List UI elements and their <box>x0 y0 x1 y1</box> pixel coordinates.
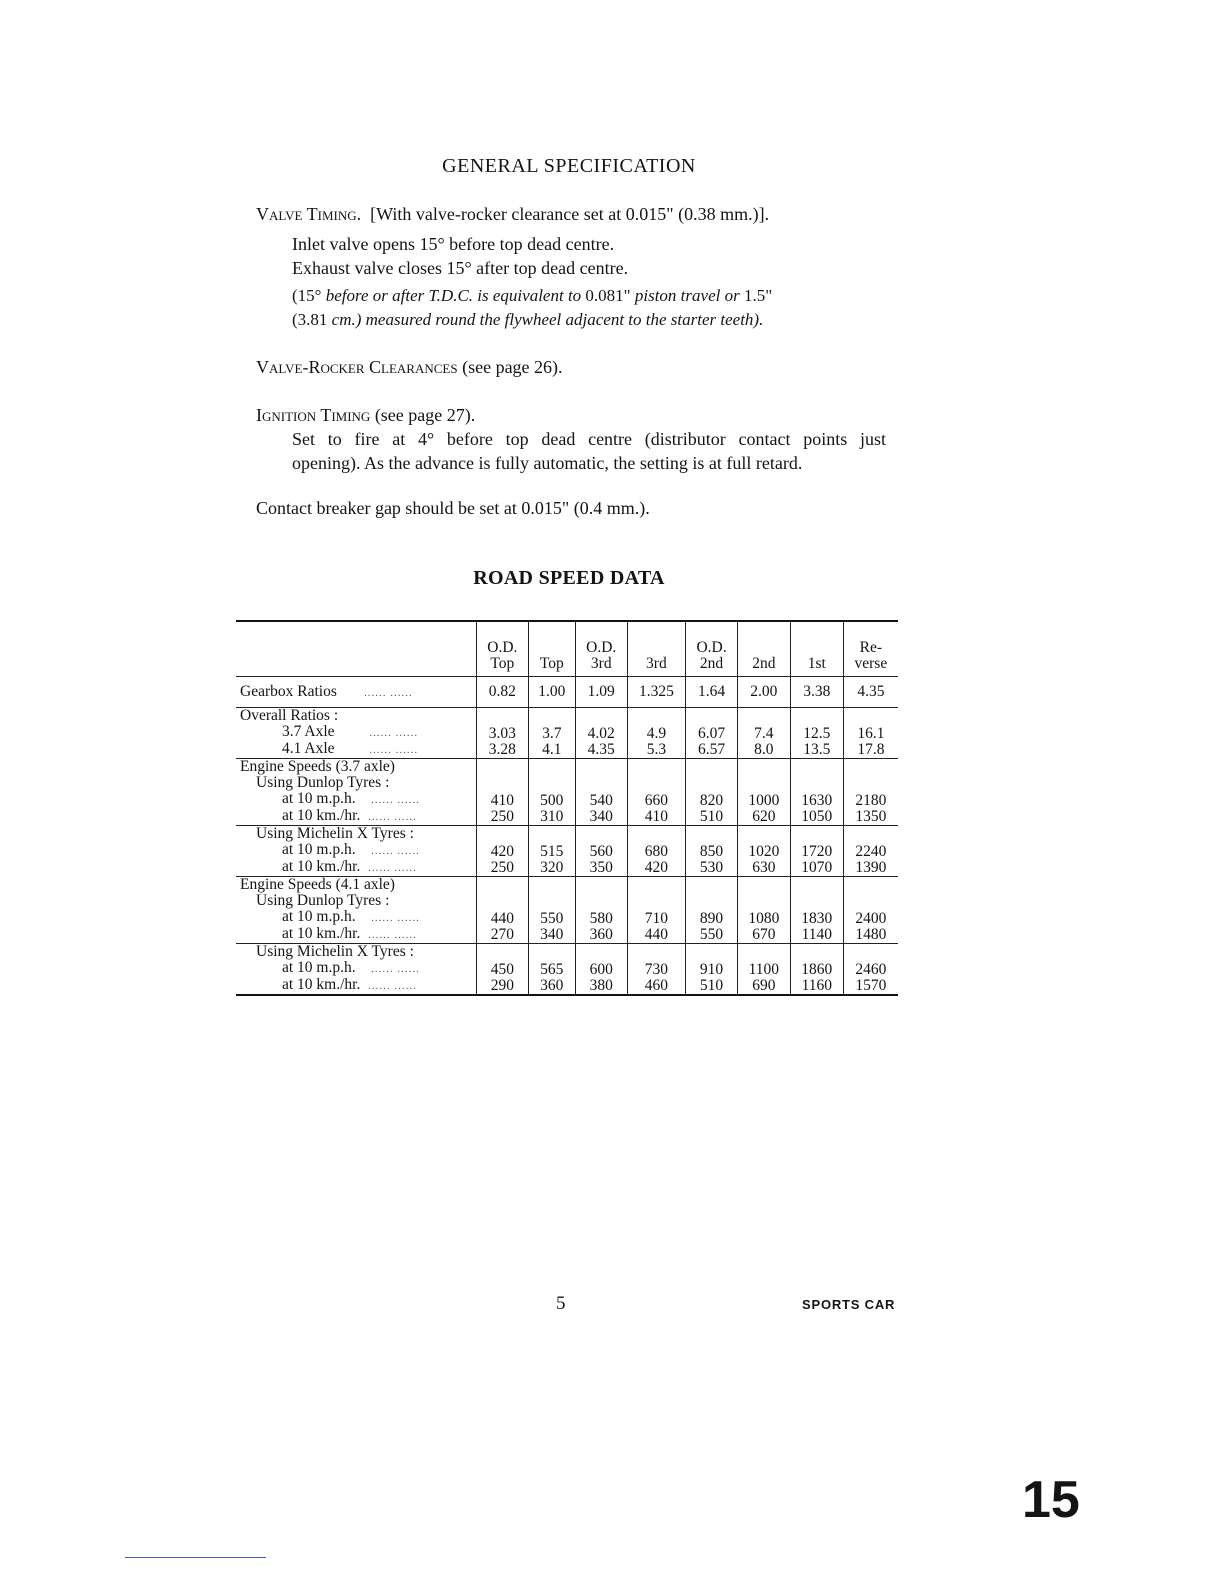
row-label <box>236 759 477 826</box>
table-cell: 1.00 <box>528 677 575 708</box>
table-cell <box>627 877 686 944</box>
value: 350 <box>589 859 613 876</box>
value: 530 <box>699 859 724 876</box>
table-cell <box>843 826 898 877</box>
mph-label: at 10 m.p.h. <box>282 959 356 976</box>
header-line: 2nd <box>699 655 724 672</box>
value: 1570 <box>855 977 887 994</box>
header-line: Top <box>539 655 564 672</box>
axle-label: 3.7 Axle <box>282 723 335 740</box>
table-cell <box>477 708 529 759</box>
value: 1050 <box>801 808 833 825</box>
value: 340 <box>589 808 613 825</box>
table-cell <box>477 826 529 877</box>
valve-timing-section <box>256 202 886 332</box>
contact-breaker-text: Contact breaker gap should be set at 0.015" (0.4 mm.). <box>256 498 650 518</box>
value: 550 <box>699 926 724 943</box>
table-cell <box>790 759 843 826</box>
header-line: 3rd <box>590 655 612 672</box>
road-speed-title: ROAD SPEED DATA <box>473 567 665 589</box>
table-cell <box>843 759 898 826</box>
value: 1350 <box>855 808 887 825</box>
valve-timing-note-line-1 <box>256 284 886 308</box>
value: 1100 <box>748 961 780 978</box>
value: 360 <box>540 977 564 994</box>
valve-timing-line <box>256 202 886 226</box>
value: 1140 <box>801 926 832 943</box>
ignition-text-2: opening). As the advance is fully automatic, the setting is at full retard. <box>292 453 803 473</box>
table-cell <box>477 944 529 996</box>
ignition-label: Ignition Timing <box>256 405 371 425</box>
table-cell <box>790 826 843 877</box>
header-cell <box>737 621 790 677</box>
table-cell: 1.64 <box>686 677 738 708</box>
value: 565 <box>540 961 564 978</box>
note-part: 0.081" <box>585 286 631 305</box>
valve-timing-bracket: [With valve-rocker clearance set at 0.015" (0.38 mm.)]. <box>370 204 770 224</box>
table-cell <box>686 759 738 826</box>
leader-dots: ...... ...... <box>371 912 420 924</box>
table-cell <box>737 708 790 759</box>
table-cell <box>528 944 575 996</box>
table-cell: 0.82 <box>477 677 529 708</box>
value: 290 <box>490 977 514 994</box>
table-cell <box>627 759 686 826</box>
tyre-label: Using Dunlop Tyres : <box>256 774 390 791</box>
value: 890 <box>699 910 724 927</box>
table-cell <box>627 944 686 996</box>
value: 1630 <box>801 792 833 809</box>
value: 1020 <box>748 843 780 860</box>
engine-speed-label: Engine Speeds (4.1 axle) <box>240 876 395 893</box>
leader-dots: ...... ...... <box>368 811 417 823</box>
value: 1830 <box>801 910 833 927</box>
header-line: Top <box>490 655 515 672</box>
header-cell <box>686 621 738 677</box>
ignition-text-1: Set to fire at 4° before top dead centre (distributor contact points just <box>292 429 886 449</box>
header-cell <box>575 621 627 677</box>
value: 3.03 <box>488 725 516 742</box>
value: 670 <box>752 926 776 943</box>
note-part: 1.5" <box>743 286 773 305</box>
table-cell <box>737 944 790 996</box>
table-cell <box>686 877 738 944</box>
note-part: (3.81 <box>292 310 328 329</box>
mph-label: at 10 m.p.h. <box>282 790 356 807</box>
value: 540 <box>589 792 613 809</box>
value: 310 <box>540 808 564 825</box>
table-cell <box>843 877 898 944</box>
table-cell <box>575 759 627 826</box>
value: 340 <box>540 926 564 943</box>
mph-label: at 10 m.p.h. <box>282 841 356 858</box>
value: 410 <box>490 792 514 809</box>
header-line: O.D. <box>586 639 617 656</box>
table-cell <box>737 826 790 877</box>
value: 6.07 <box>697 725 726 742</box>
value: 3.7 <box>542 725 562 742</box>
value: 420 <box>490 843 514 860</box>
valve-rocker-section <box>256 355 886 379</box>
value: 730 <box>644 961 669 978</box>
note-part: cm.) measured round the flywheel adjacent to the starter teeth). <box>331 310 764 329</box>
valve-timing-label: Valve Timing. <box>256 204 362 224</box>
tyre-label: Using Dunlop Tyres : <box>256 892 390 909</box>
leader-dots: ...... ...... <box>371 845 420 857</box>
value: 910 <box>699 961 724 978</box>
table-cell: 2.00 <box>737 677 790 708</box>
table-row <box>236 677 898 708</box>
gearbox-label: Gearbox Ratios <box>240 682 337 700</box>
value: 510 <box>699 808 724 825</box>
value: 320 <box>540 859 564 876</box>
table-cell <box>528 877 575 944</box>
value: 13.5 <box>803 741 831 758</box>
value: 1080 <box>748 910 780 927</box>
table-row <box>236 708 898 759</box>
note-part: (15° <box>292 286 322 305</box>
mph-label: at 10 m.p.h. <box>282 908 356 925</box>
table-cell: 1.325 <box>627 677 686 708</box>
page-number: 5 <box>556 1293 566 1314</box>
table-cell <box>575 708 627 759</box>
value: 3.28 <box>488 741 516 758</box>
row-label <box>236 944 477 996</box>
value: 270 <box>490 926 514 943</box>
value: 410 <box>644 808 669 825</box>
row-label <box>236 677 477 708</box>
value: 250 <box>490 859 514 876</box>
value: 460 <box>644 977 669 994</box>
valve-timing-note-line-2 <box>256 308 886 332</box>
table-cell <box>575 877 627 944</box>
table-row <box>236 759 898 826</box>
table-cell <box>686 708 738 759</box>
leader-dots: ...... ...... <box>369 727 419 739</box>
note-part: piston travel or <box>634 286 740 305</box>
sheet-number: 15 <box>1022 1471 1080 1529</box>
note-part: before or after T.D.C. is equivalent to <box>325 286 582 305</box>
value: 17.8 <box>857 741 885 758</box>
leader-dots: ...... ...... <box>368 929 417 941</box>
header-cell <box>528 621 575 677</box>
table-cell <box>686 826 738 877</box>
table-header-row <box>236 621 898 677</box>
value: 1720 <box>801 843 833 860</box>
value: 5.3 <box>646 741 667 758</box>
value: 1860 <box>801 961 833 978</box>
inlet-valve-text: Inlet valve opens 15° before top dead centre. <box>292 234 615 254</box>
value: 510 <box>699 977 724 994</box>
table-cell <box>737 877 790 944</box>
value: 560 <box>589 843 613 860</box>
ignition-ref: (see page 27). <box>374 405 476 425</box>
value: 6.57 <box>697 741 726 758</box>
value: 660 <box>644 792 669 809</box>
leader-dots: ...... ...... <box>368 862 417 874</box>
value: 1000 <box>748 792 780 809</box>
engine-speed-label: Engine Speeds (3.7 axle) <box>240 758 395 775</box>
header-line: verse <box>854 655 888 672</box>
table-cell <box>627 826 686 877</box>
value: 380 <box>589 977 613 994</box>
header-blank <box>236 621 477 677</box>
value: 710 <box>644 910 669 927</box>
table-cell <box>528 759 575 826</box>
value: 450 <box>490 961 514 978</box>
table-cell <box>528 708 575 759</box>
value: 820 <box>699 792 724 809</box>
table-cell <box>477 877 529 944</box>
value: 1480 <box>855 926 887 943</box>
value: 2180 <box>855 792 887 809</box>
table-cell <box>843 944 898 996</box>
overall-label: Overall Ratios : <box>240 707 339 724</box>
header-line: O.D. <box>487 639 518 656</box>
value: 4.02 <box>587 725 615 742</box>
exhaust-valve-text: Exhaust valve closes 15° after top dead centre. <box>292 258 629 278</box>
table-cell <box>790 708 843 759</box>
value: 440 <box>490 910 514 927</box>
value: 515 <box>540 843 564 860</box>
value: 2400 <box>855 910 887 927</box>
table-cell: 3.38 <box>790 677 843 708</box>
value: 1160 <box>801 977 832 994</box>
value: 4.9 <box>646 725 667 742</box>
value: 600 <box>589 961 613 978</box>
valve-rocker-label: Valve-Rocker Clearances <box>256 357 458 377</box>
leader-dots: ...... ...... <box>368 980 417 992</box>
value: 1390 <box>855 859 887 876</box>
kmh-label: at 10 km./hr. <box>282 807 361 824</box>
ignition-line <box>256 403 886 427</box>
leader-dots: ...... ...... <box>363 686 413 699</box>
value: 250 <box>490 808 514 825</box>
value: 2240 <box>855 843 887 860</box>
series-label: SPORTS CAR <box>802 1297 896 1312</box>
value: 580 <box>589 910 613 927</box>
header-cell <box>790 621 843 677</box>
tyre-label: Using Michelin X Tyres : <box>256 943 414 960</box>
value: 360 <box>589 926 613 943</box>
header-line: 2nd <box>752 655 776 672</box>
ignition-section <box>256 403 886 475</box>
table-cell <box>737 759 790 826</box>
tyre-label: Using Michelin X Tyres : <box>256 825 414 842</box>
value: 690 <box>752 977 776 994</box>
leader-dots: ...... ...... <box>371 963 420 975</box>
valve-rocker-ref: (see page 26). <box>462 357 563 377</box>
value: 4.1 <box>542 741 562 758</box>
header-cell <box>627 621 686 677</box>
table-cell <box>627 708 686 759</box>
axle-label: 4.1 Axle <box>282 740 335 757</box>
table-cell <box>790 944 843 996</box>
value: 12.5 <box>803 725 831 742</box>
kmh-label: at 10 km./hr. <box>282 858 361 875</box>
row-label <box>236 826 477 877</box>
value: 4.35 <box>587 741 615 758</box>
header-line: O.D. <box>696 639 727 656</box>
table-cell <box>575 944 627 996</box>
value: 620 <box>752 808 776 825</box>
kmh-label: at 10 km./hr. <box>282 925 361 942</box>
value: 1070 <box>801 859 833 876</box>
value: 16.1 <box>857 725 885 742</box>
value: 630 <box>752 859 776 876</box>
header-line: 1st <box>807 655 826 672</box>
footer-rule <box>125 1557 266 1558</box>
table-row <box>236 826 898 877</box>
value: 2460 <box>855 961 887 978</box>
value: 8.0 <box>754 741 774 758</box>
table-cell <box>843 708 898 759</box>
road-speed-table <box>236 620 898 996</box>
value: 7.4 <box>754 725 774 742</box>
table-cell <box>477 759 529 826</box>
leader-dots: ...... ...... <box>371 794 420 806</box>
header-cell <box>843 621 898 677</box>
value: 500 <box>540 792 564 809</box>
table-cell: 1.09 <box>575 677 627 708</box>
table-cell: 4.35 <box>843 677 898 708</box>
row-label <box>236 708 477 759</box>
value: 440 <box>644 926 669 943</box>
value: 850 <box>699 843 724 860</box>
table-row <box>236 877 898 944</box>
kmh-label: at 10 km./hr. <box>282 976 361 993</box>
header-line: 3rd <box>646 655 667 672</box>
header-line: Re- <box>859 639 883 656</box>
table-cell <box>790 877 843 944</box>
value: 420 <box>644 859 669 876</box>
page-title: GENERAL SPECIFICATION <box>442 155 696 177</box>
leader-dots: ...... ...... <box>369 744 419 756</box>
table-cell <box>528 826 575 877</box>
table-cell <box>575 826 627 877</box>
table-cell <box>686 944 738 996</box>
row-label <box>236 877 477 944</box>
value: 680 <box>644 843 669 860</box>
table-row <box>236 944 898 996</box>
header-cell <box>477 621 529 677</box>
value: 550 <box>540 910 564 927</box>
